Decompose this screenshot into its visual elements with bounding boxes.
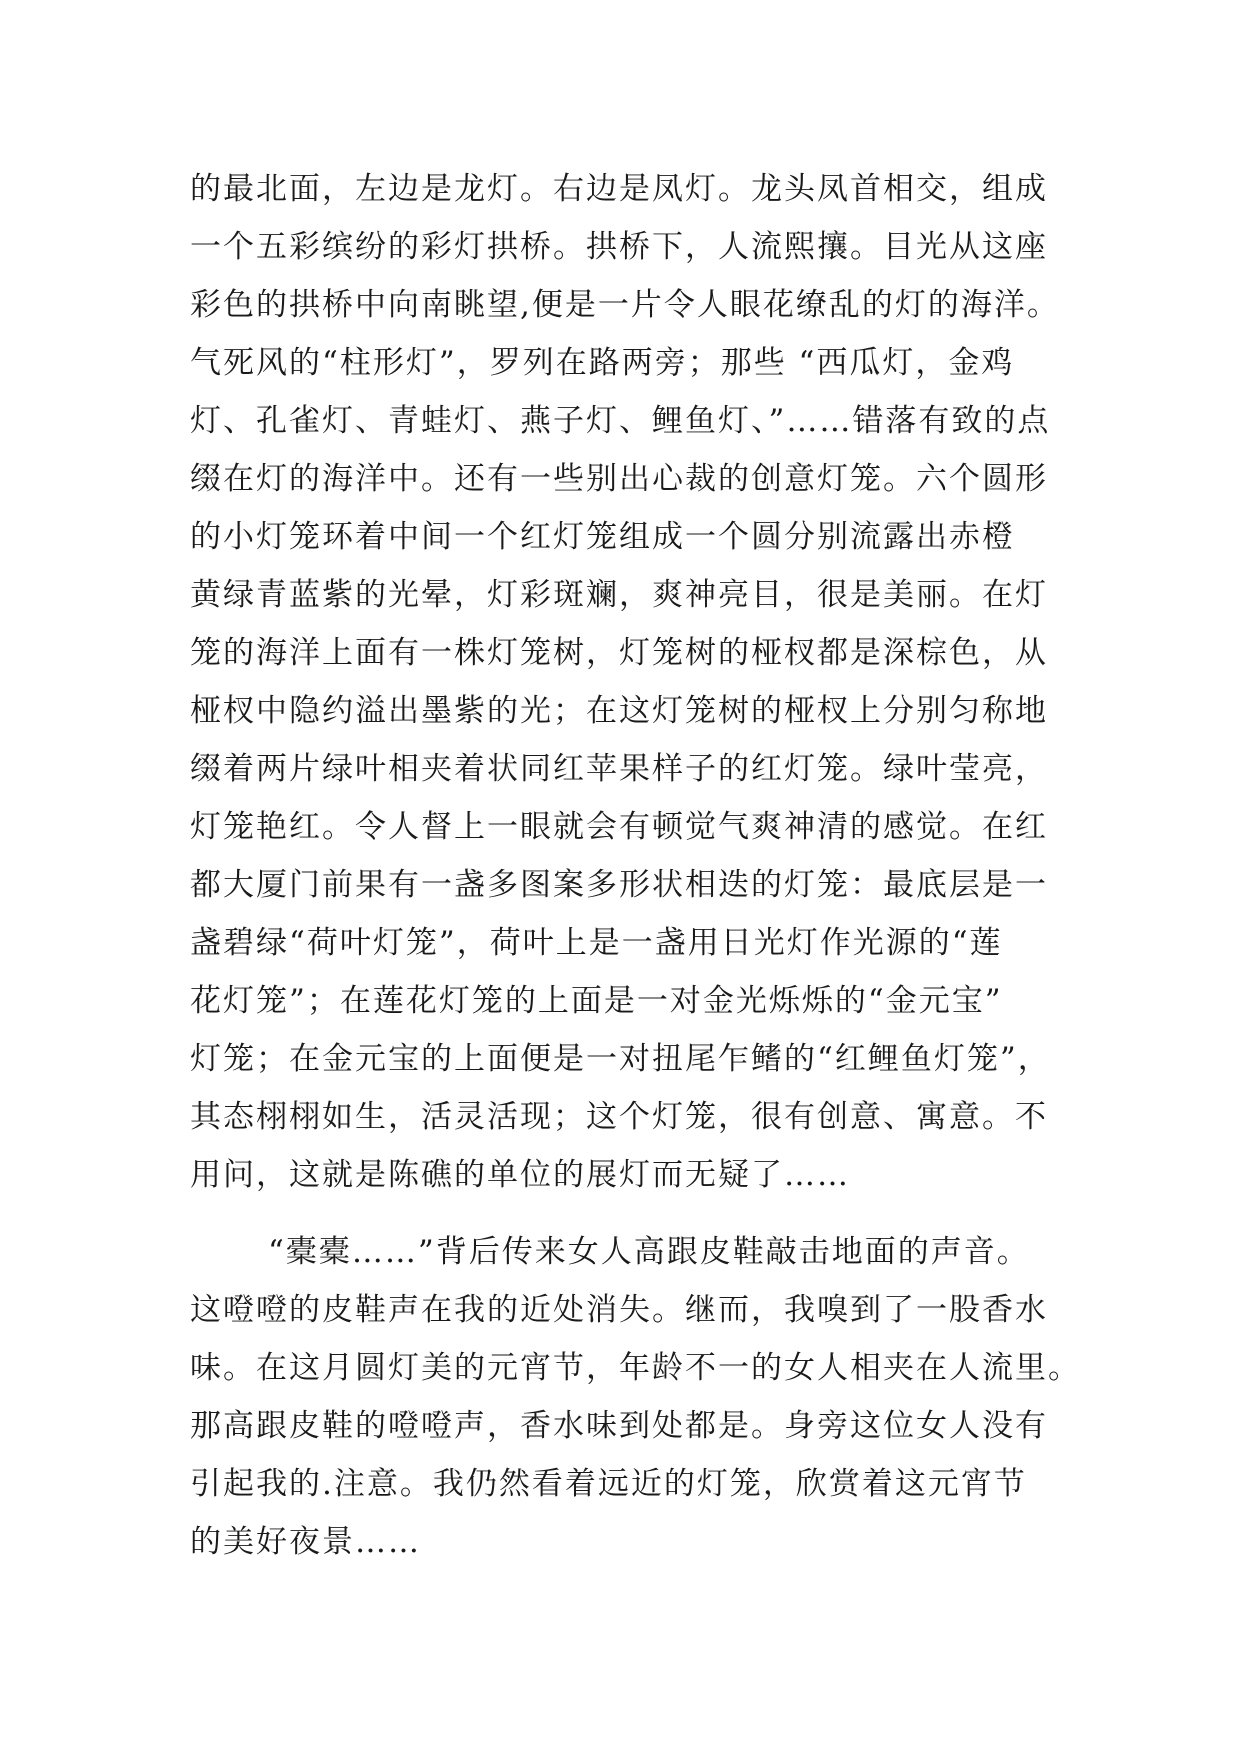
text-line: 一个五彩缤纷的彩灯拱桥。拱桥下，人流熙攘。目光从这座 (190, 229, 1048, 265)
text-line: 的小灯笼环着中间一个红灯笼组成一个圆分别流露出赤橙 (190, 519, 1015, 555)
text-line: 那高跟皮鞋的噔噔声，香水味到处都是。身旁这位女人没有 (190, 1408, 1048, 1444)
text-line: 灯笼；在金元宝的上面便是一对扭尾乍鳍的“红鲤鱼灯笼”， (190, 1041, 1051, 1077)
text-line: 缀着两片绿叶相夹着状同红苹果样子的红灯笼。绿叶莹亮， (190, 751, 1048, 787)
text-line: 缀在灯的海洋中。还有一些别出心裁的创意灯笼。六个圆形 (190, 461, 1048, 497)
text-line: “橐橐……”背后传来女人高跟皮鞋敲击地面的声音。 (268, 1234, 1030, 1270)
text-line: 彩色的拱桥中向南眺望,便是一片令人眼花缭乱的灯的海洋。 (190, 287, 1060, 323)
text-line: 这噔噔的皮鞋声在我的近处消失。继而，我嗅到了一股香水 (190, 1292, 1048, 1328)
text-line: 花灯笼”；在莲花灯笼的上面是一对金光烁烁的“金元宝” (190, 983, 1003, 1019)
text-line: 灯、孔雀灯、青蛙灯、燕子灯、鲤鱼灯、”……错落有致的点 (190, 403, 1051, 439)
text-line: 味。在这月圆灯美的元宵节，年龄不一的女人相夹在人流里。 (190, 1350, 1081, 1386)
text-line: 的最北面，左边是龙灯。右边是凤灯。龙头凤首相交，组成 (190, 171, 1048, 207)
text-line: 都大厦门前果有一盏多图案多形状相迭的灯笼：最底层是一 (190, 867, 1048, 903)
text-line: 黄绿青蓝紫的光晕，灯彩斑斓，爽神亮目，很是美丽。在灯 (190, 577, 1048, 613)
text-line: 桠杈中隐约溢出墨紫的光；在这灯笼树的桠杈上分别匀称地 (190, 693, 1048, 729)
paragraph-spacer (190, 1204, 1070, 1223)
text-line: 盏碧绿“荷叶灯笼”，荷叶上是一盏用日光灯作光源的“莲 (190, 925, 1003, 961)
text-line: 用问，这就是陈礁的单位的展灯而无疑了…… (190, 1157, 850, 1193)
body-text (190, 160, 1081, 1571)
text-line: 灯笼艳红。令人督上一眼就会有顿觉气爽神清的感觉。在红 (190, 809, 1048, 845)
text-line: 笼的海洋上面有一株灯笼树，灯笼树的桠杈都是深棕色，从 (190, 635, 1048, 671)
text-line: 的美好夜景…… (190, 1524, 421, 1560)
text-line: 其态栩栩如生，活灵活现；这个灯笼，很有创意、寓意。不 (190, 1099, 1048, 1135)
text-line: 引起我的.注意。我仍然看着远近的灯笼，欣赏着这元宵节 (190, 1466, 1027, 1502)
text-line: 气死风的“柱形灯”，罗列在路两旁；那些 “西瓜灯，金鸡 (190, 345, 1015, 381)
